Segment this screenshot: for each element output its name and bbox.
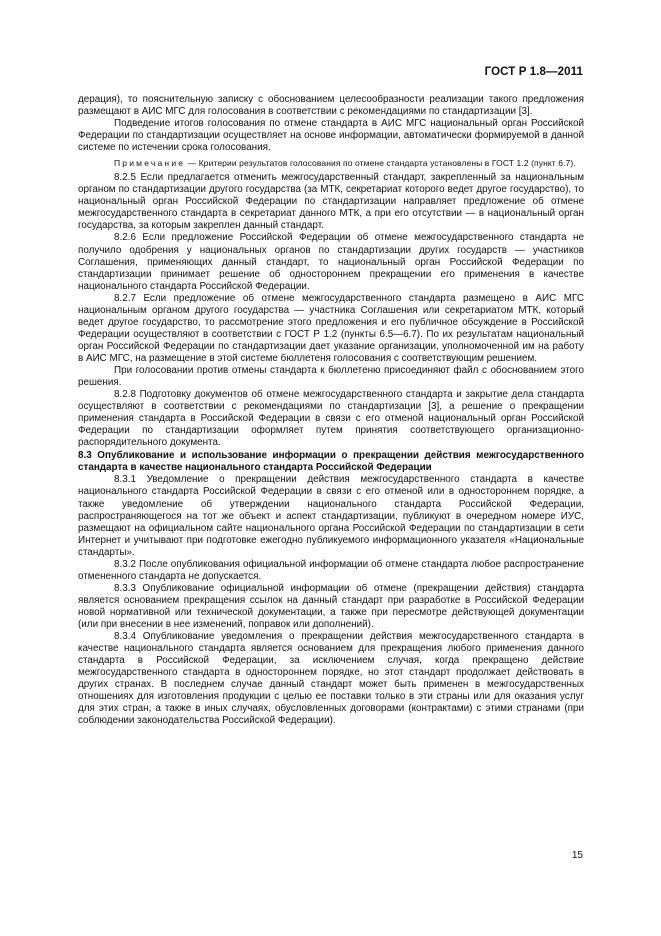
paragraph-8-2-7-vote: При голосовании против отмены стандарта к бюллетеню присоединяют файл с обоснованием этого решения. (78, 364, 584, 389)
paragraph-8-2-8: 8.2.8 Подготовку документов об отмене межгосударственного стандарта и закрытие дела стандарта осуществляют в соответствии с рекомендациями по стандартизации [3], а решение о прекращении применения стандарта в Российской Федерации в связи с его отменой национальный орган Российской Федерации по стандартизации оформляет путем принятия соответствующего организационно-распорядительного документа. (78, 389, 584, 449)
paragraph-voting-results: Подведение итогов голосования по отмене стандарта в АИС МГС национальный орган Российской Федерации по стандартизации осуществляет на основе информации, автоматически формируемой в данной системе по истечении срока голосования. (78, 118, 584, 154)
note-label: Примечание (114, 158, 186, 169)
paragraph-8-3-3: 8.3.3 Опубликование официальной информации об отмене (прекращении действия) стандарта является основанием прекращения ссылок на данный стандарт при разработке в Российской Федерации новой нормативной или технической документации, а также при пересмотре действующей документации (или при внесении в нее изменений, поправок или дополнений). (78, 582, 584, 630)
paragraph-continuation: дерация), то пояснительную записку с обоснованием целесообразности реализации такого предложения размещают в АИС МГС для голосования в соответствии с рекомендациями по стандартизации [3]. (78, 94, 584, 118)
paragraph-8-3-2: 8.3.2 После опубликования официальной информации об отмене стандарта любое распространение отмененного стандарта не допускается. (78, 558, 584, 582)
page-number: 15 (571, 850, 583, 861)
document-body (78, 94, 584, 727)
note (78, 158, 584, 169)
paragraph-8-2-7: 8.2.7 Если предложение об отмене межгосударственного стандарта размещено в АИС МГС национальным органом другого государства — участника Соглашения или секретариатом МТК, который ведет другое государство, то рассмотрение этого предложения и его публичное обсуждение в Российской Федерации осуществляют в соответствии с ГОСТ Р 1.2 (пункты 6.5—6.7). По их результатам национальный орган Российской Федерации по стандартизации дает указание организации, уполномоченной им на работу в АИС МГС, на размещение в этой системе бюллетеня голосования с соответствующим решением. (78, 292, 584, 364)
note-text: — Критерии результатов голосования по отмене стандарта установлены в ГОСТ 1.2 (пункт 6.7). (185, 158, 576, 169)
paragraph-8-3-1: 8.3.1 Уведомление о прекращении действия межгосударственного стандарта в качестве национального стандарта Российской Федерации в связи с его отменой или в одностороннем порядке, а также уведомление об утверждении национального стандарта Российской Федерации, распространяющегося на тот же объект и аспект стандартизации, публикуют в очередном номере ИУС, размещают на официальном сайте национального органа Российской Федерации по стандартизации в сети Интернет и учитывают при подготовке ежегодно публикуемого информационного указателя «Национальные стандарты». (78, 474, 584, 558)
paragraph-8-3-4: 8.3.4 Опубликование уведомления о прекращении действия межгосударственного стандарта в качестве национального стандарта является основанием для прекращения любого применения данного стандарта в Российской Федерации, за исключением случая, когда прекращено действие межгосударственного стандарта в одностороннем порядке, но этот стандарт продолжает действовать в других странах. В последнем случае данный стандарт может быть применен в межгосударственных отношениях для изготовления продукции с целью ее поставки только в эти страны или для оказания услуг для этих стран, а также в иных случаях, обусловленных договорами (контрактами) с этими странами (при соблюдении законодательства Российской Федерации). (78, 631, 584, 727)
document-number-header: ГОСТ Р 1.8—2011 (484, 66, 583, 78)
section-heading-8-3: 8.3 Опубликование и использование информации о прекращении действия межгосударственного стандарта в качестве национального стандарта Российской Федерации (78, 450, 584, 474)
paragraph-8-2-6: 8.2.6 Если предложение Российской Федерации об отмене межгосударственного стандарта не получило одобрения у национальных органов по стандартизации других государств — участников Соглашения, применяющих данный стандарт, то национальный орган Российской Федерации по стандартизации принимает решение об одностороннем прекращении его применения в качестве национального стандарта Российской Федерации. (78, 232, 584, 292)
paragraph-8-2-5: 8.2.5 Если предлагается отменить межгосударственный стандарт, закрепленный за национальным органом по стандартизации другого государства (за МТК, секретариат которого ведет другое государство), то национальный орган Российской Федерации по стандартизации направляет предложение об отмене межгосударственного стандарта в секретариат данного МТК, а при его отсутствии — в национальный орган государства, за которым закреплен данный стандарт. (78, 172, 584, 232)
